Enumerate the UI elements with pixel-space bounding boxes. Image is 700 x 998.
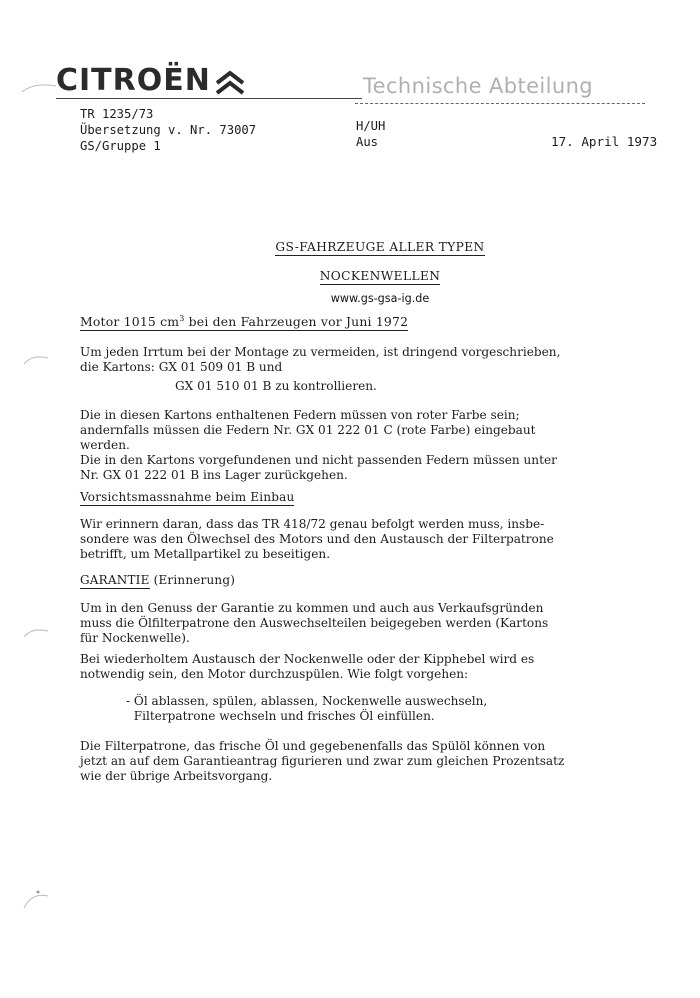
section-heading-motor [80, 314, 408, 331]
text-line: Die Filterpatrone, das frische Öl und gegebenenfalls das Spülöl können von [80, 739, 546, 753]
reference-line: Übersetzung v. Nr. 73007 [80, 123, 257, 137]
reference-block [80, 106, 256, 154]
text-line: jetzt an auf dem Garantieantrag figurieren und zwar zum gleichen Prozentsatz [80, 754, 565, 768]
text-line: Bei wiederholtem Austausch der Nockenwelle oder der Kipphebel wird es [80, 652, 535, 666]
letterhead-rule-left [56, 98, 362, 99]
reference-line: GS/Gruppe 1 [80, 139, 161, 153]
citroen-chevrons-icon [215, 70, 245, 96]
document-subtitle [0, 269, 700, 283]
text-line: Die in diesen Kartons enthaltenen Federn müssen von roter Farbe sein; [80, 408, 520, 422]
heading-superscript: 3 [179, 313, 185, 323]
paragraph [80, 517, 640, 562]
paragraph [80, 652, 640, 682]
text-line: muss die Ölfilterpatrone den Auswechselteilen beigegeben werden (Kartons [80, 616, 549, 630]
website-url: www.gs-gsa-ig.de [330, 292, 430, 305]
document-date: 17. April 1973 [551, 134, 658, 149]
text-line: Nr. GX 01 222 01 B ins Lager zurückgehen. [80, 468, 348, 482]
section-heading-precaution: Vorsichtsmassnahme beim Einbau [80, 490, 295, 504]
letterhead-rule-right [355, 103, 645, 104]
text-line: Um in den Genuss der Garantie zu kommen und auch aus Verkaufsgründen [80, 601, 544, 615]
paragraph [80, 601, 640, 646]
document-title-text: GS-FAHRZEUGE ALLER TYPEN [275, 240, 485, 254]
paragraph [80, 345, 640, 394]
reference-line: TR 1235/73 [80, 107, 154, 121]
text-line: Filterpatrone wechseln und frisches Öl einfüllen. [126, 709, 435, 723]
initials-block [356, 118, 385, 150]
paragraph [80, 739, 640, 784]
department-label: Technische Abteilung [363, 74, 594, 98]
text-line: wie der übrige Arbeitsvorgang. [80, 769, 273, 783]
heading-suffix: (Erinnerung) [149, 573, 236, 587]
text-line: notwendig sein, den Motor durchzuspülen. Wie folgt vorgehen: [80, 667, 469, 681]
hole-punch-mark [22, 352, 52, 366]
hole-punch-mark [22, 625, 52, 639]
text-line: für Nockenwelle). [80, 631, 190, 645]
initials-line: H/UH [356, 119, 386, 133]
text-line: Um jeden Irrtum bei der Montage zu vermeiden, ist dringend vorgeschrieben, [80, 345, 561, 359]
heading-text: Motor 1015 cm [80, 314, 180, 329]
heading-text: GARANTIE [80, 573, 150, 587]
document-title [0, 240, 700, 254]
text-line: betrifft, um Metallpartikel zu beseitigen. [80, 547, 331, 561]
heading-text: bei den Fahrzeugen vor Juni 1972 [184, 314, 409, 329]
text-line: werden. [80, 438, 130, 452]
text-line: - Öl ablassen, spülen, ablassen, Nockenwelle auswechseln, [126, 694, 488, 708]
section-heading-guarantee [80, 573, 235, 588]
text-line: die Kartons: GX 01 509 01 B und [80, 360, 283, 374]
text-line: sondere was den Ölwechsel des Motors und den Austausch der Filterpatrone [80, 532, 554, 546]
document-subtitle-text: NOCKENWELLEN [319, 269, 441, 283]
hole-punch-mark-top [20, 80, 60, 96]
hole-punch-mark [22, 888, 52, 912]
text-line: GX 01 510 01 B zu kontrollieren. [175, 379, 377, 393]
bullet-item [126, 694, 487, 724]
brand-logo-text: CITROËN [56, 63, 211, 98]
text-line: andernfalls müssen die Federn Nr. GX 01 222 01 C (rote Farbe) eingebaut [80, 423, 536, 437]
initials-line: Aus [356, 135, 379, 149]
paragraph [80, 408, 640, 483]
text-line: Wir erinnern daran, dass das TR 418/72 genau befolgt werden muss, insbe- [80, 517, 545, 531]
text-line: Die in den Kartons vorgefundenen und nicht passenden Federn müssen unter [80, 453, 557, 467]
